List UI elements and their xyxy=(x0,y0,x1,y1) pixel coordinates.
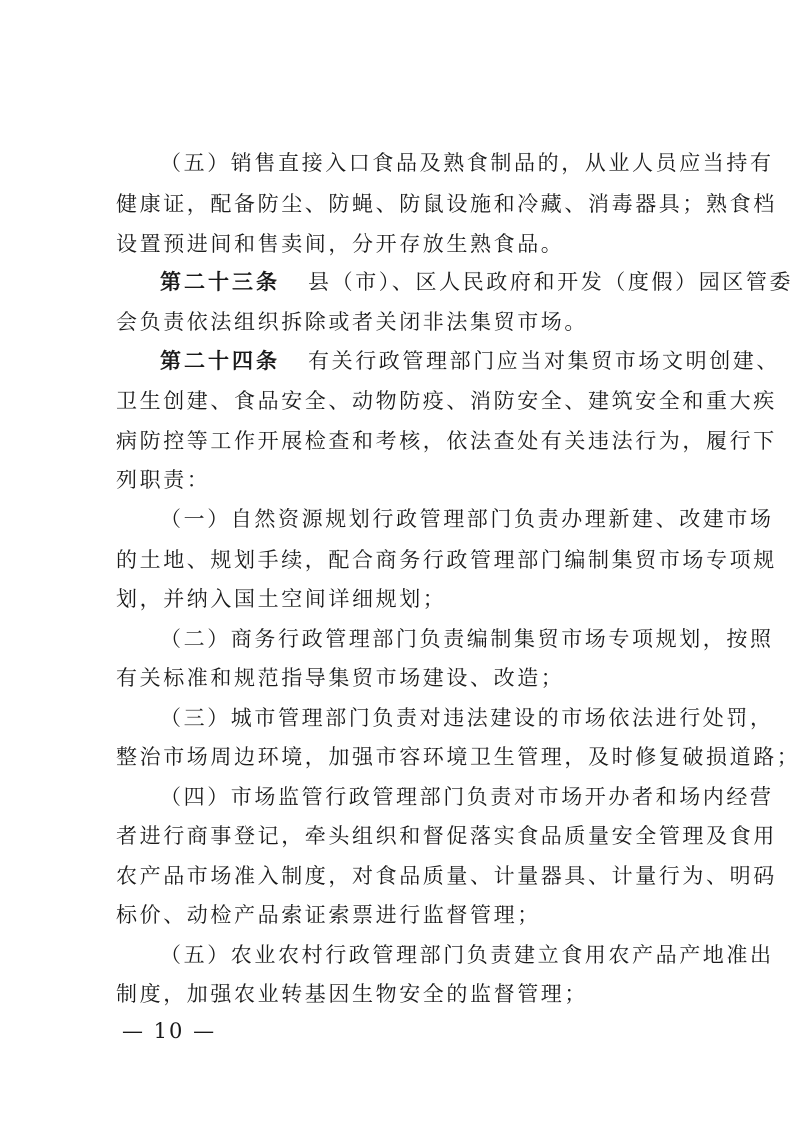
paragraph-line: 标价、动检产品索证索票进行监督管理； xyxy=(116,903,541,927)
paragraph-line: （四）市场监管行政管理部门负责对市场开办者和场内经营 xyxy=(160,785,774,809)
article-text: 县（市）、区人民政府和开发（度假）园区管委 xyxy=(308,270,794,294)
paragraph-line: 的土地、规划手续，配合商务行政管理部门编制集贸市场专项规 xyxy=(116,548,777,572)
article-line xyxy=(160,346,780,376)
article-heading: 第二十四条 xyxy=(160,349,280,373)
article-heading: 第二十三条 xyxy=(160,270,280,294)
paragraph-line: （五）销售直接入口食品及熟食制品的，从业人员应当持有 xyxy=(160,151,774,175)
paragraph-line: （一）自然资源规划行政管理部门负责办理新建、改建市场 xyxy=(160,507,774,531)
page-number: — 10 — xyxy=(122,1019,217,1043)
paragraph-line: 卫生创建、食品安全、动物防疫、消防安全、建筑安全和重大疾 xyxy=(116,389,777,413)
paragraph-line: 有关标准和规范指导集贸市场建设、改造； xyxy=(116,666,565,690)
paragraph-line: 农产品市场准入制度，对食品质量、计量器具、计量行为、明码 xyxy=(116,864,777,888)
paragraph-line: 制度，加强农业转基因生物安全的监督管理； xyxy=(116,982,588,1006)
paragraph-line: （五）农业农村行政管理部门负责建立食用农产品产地准出 xyxy=(160,943,774,967)
paragraph-line: 设置预进间和售卖间，分开存放生熟食品。 xyxy=(116,232,565,256)
paragraph-line: 整治市场周边环境，加强市容环境卫生管理，及时修复破损道路； xyxy=(116,745,800,769)
article-text: 有关行政管理部门应当对集贸市场文明创建、 xyxy=(308,349,780,373)
paragraph-line: （三）城市管理部门负责对违法建设的市场依法进行处罚， xyxy=(160,706,774,730)
paragraph-line: 列职责： xyxy=(116,468,211,492)
paragraph-line: 健康证，配备防尘、防蝇、防鼠设施和冷藏、消毒器具；熟食档 xyxy=(116,192,777,216)
paragraph-line: 者进行商事登记，牵头组织和督促落实食品质量安全管理及食用 xyxy=(116,824,777,848)
paragraph-line: （二）商务行政管理部门负责编制集贸市场专项规划，按照 xyxy=(160,627,774,651)
paragraph-line: 病防控等工作开展检查和考核，依法查处有关违法行为，履行下 xyxy=(116,429,777,453)
paragraph-line: 会负责依法组织拆除或者关闭非法集贸市场。 xyxy=(116,310,588,334)
paragraph-line: 划，并纳入国土空间详细规划； xyxy=(116,587,447,611)
article-line xyxy=(160,267,793,297)
